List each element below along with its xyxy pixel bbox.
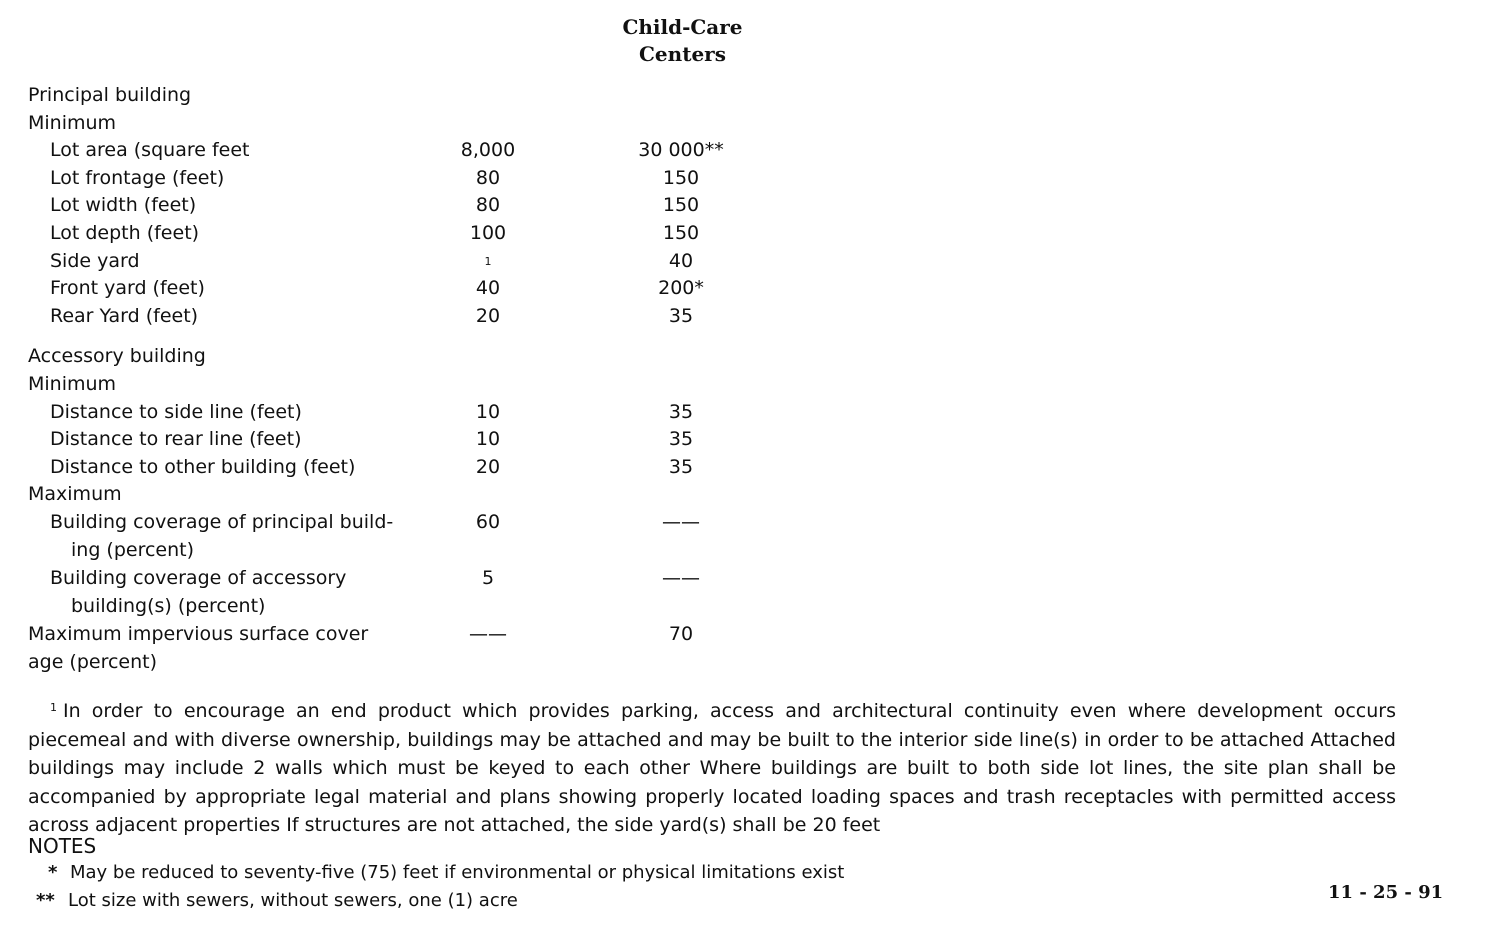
row-label-line-1: Building coverage of accessory [50, 566, 347, 589]
row-value-col1: 80 [475, 166, 501, 189]
row-label: Distance to rear line (feet) [50, 428, 302, 451]
row-value-col1: —— [469, 622, 507, 645]
row-value-col2: 200* [658, 277, 704, 300]
row-label: Lot frontage (feet) [50, 166, 225, 189]
row-value-col2: —— [662, 510, 700, 533]
row-label-line-2: building(s) (percent) [71, 594, 266, 617]
row-value-col1: 80 [475, 194, 501, 217]
table-row [0, 426, 1491, 454]
table-row [0, 481, 1491, 509]
table-row [0, 565, 1491, 621]
section-heading: Accessory building [28, 345, 206, 368]
footnote-marker: 1 [50, 701, 57, 714]
note-item [48, 862, 844, 883]
row-value-col1: 20 [475, 304, 501, 327]
row-value-col1: 20 [475, 455, 501, 478]
row-value-col2: 35 [668, 304, 694, 327]
row-value-col1: 8,000 [460, 139, 516, 162]
row-label: Rear Yard (feet) [50, 304, 199, 327]
table-row [0, 110, 1491, 138]
row-label-line-1: Maximum impervious surface cover [28, 622, 369, 645]
subsection-heading: Maximum [28, 483, 122, 506]
column-header-line-2: Centers [639, 42, 726, 66]
row-value-col2: 150 [662, 221, 700, 244]
row-value-col2: 70 [668, 622, 694, 645]
table-row [0, 509, 1491, 565]
row-label [28, 621, 428, 676]
table-row [0, 82, 1491, 110]
note-text: May be reduced to seventy-five (75) feet if environmental or physical limitations exist [70, 862, 845, 883]
table-row [0, 399, 1491, 427]
subsection-heading: Minimum [28, 372, 117, 395]
table-row [0, 454, 1491, 482]
column-header [560, 14, 805, 68]
requirements-table [0, 82, 1491, 677]
note-marker: ** [36, 890, 55, 911]
table-row [0, 343, 1491, 371]
row-label: Front yard (feet) [50, 277, 205, 300]
footnote-reference: 1 [484, 254, 492, 268]
row-value-col1: 40 [475, 277, 501, 300]
subsection-heading: Minimum [28, 111, 117, 134]
row-value-col1: 10 [475, 428, 501, 451]
row-value-col1: 60 [475, 510, 501, 533]
table-row [0, 220, 1491, 248]
row-value-col2: 30 000** [638, 139, 724, 162]
row-label: Lot width (feet) [50, 194, 197, 217]
table-row [0, 165, 1491, 193]
row-value-col1: 10 [475, 400, 501, 423]
row-label: Lot depth (feet) [50, 221, 200, 244]
footnote-paragraph [28, 694, 1396, 840]
row-value-col1: 100 [469, 221, 507, 244]
row-label-line-1: Building coverage of principal build- [50, 510, 394, 533]
table-row [0, 192, 1491, 220]
row-label-line-2: age (percent) [28, 650, 158, 673]
footnote-text: In order to encourage an end product which provides parking, access and architectural continuity even where development occurs piecemeal and with diverse ownership, buildings may be attached and may be built to the interior side line(s) in order to be attached Attached buildings may include 2 walls which must be keyed to each other Where buildings are built to both side lot lines, the site plan shall be accompanied by appropriate legal material and plans showing properly located loading spaces and trash receptacles with permitted access across adjacent properties If structures are not attached, the side yard(s) shall be 20 feet [28, 700, 1396, 837]
table-row [0, 248, 1491, 276]
section-heading: Principal building [28, 84, 192, 106]
row-label: Lot area (square feet [50, 139, 250, 162]
table-row [0, 137, 1491, 165]
row-value-col2: 150 [662, 194, 700, 217]
row-value-col1: 5 [481, 566, 495, 589]
note-text: Lot size with sewers, without sewers, one (1) acre [68, 890, 518, 911]
row-value-col2: 35 [668, 428, 694, 451]
note-marker: * [48, 862, 58, 883]
note-item [36, 890, 518, 911]
row-value-col2: 35 [668, 455, 694, 478]
row-value-col2: 40 [668, 249, 694, 272]
row-value-col2: 35 [668, 400, 694, 423]
notes-heading: NOTES [28, 834, 97, 858]
row-label-line-2: ing (percent) [71, 538, 195, 561]
row-value-col2: 150 [662, 166, 700, 189]
table-row [0, 303, 1491, 331]
date-stamp: 11 - 25 - 91 [1328, 882, 1444, 903]
row-label: Distance to side line (feet) [50, 400, 302, 423]
row-label: Side yard [50, 249, 140, 272]
row-value-col2: —— [662, 566, 700, 589]
column-header-line-1: Child-Care [622, 15, 743, 39]
table-row [0, 275, 1491, 303]
row-label [50, 565, 450, 620]
table-row [0, 621, 1491, 677]
table-row [0, 371, 1491, 399]
row-label: Distance to other building (feet) [50, 455, 356, 478]
row-label [50, 509, 450, 564]
